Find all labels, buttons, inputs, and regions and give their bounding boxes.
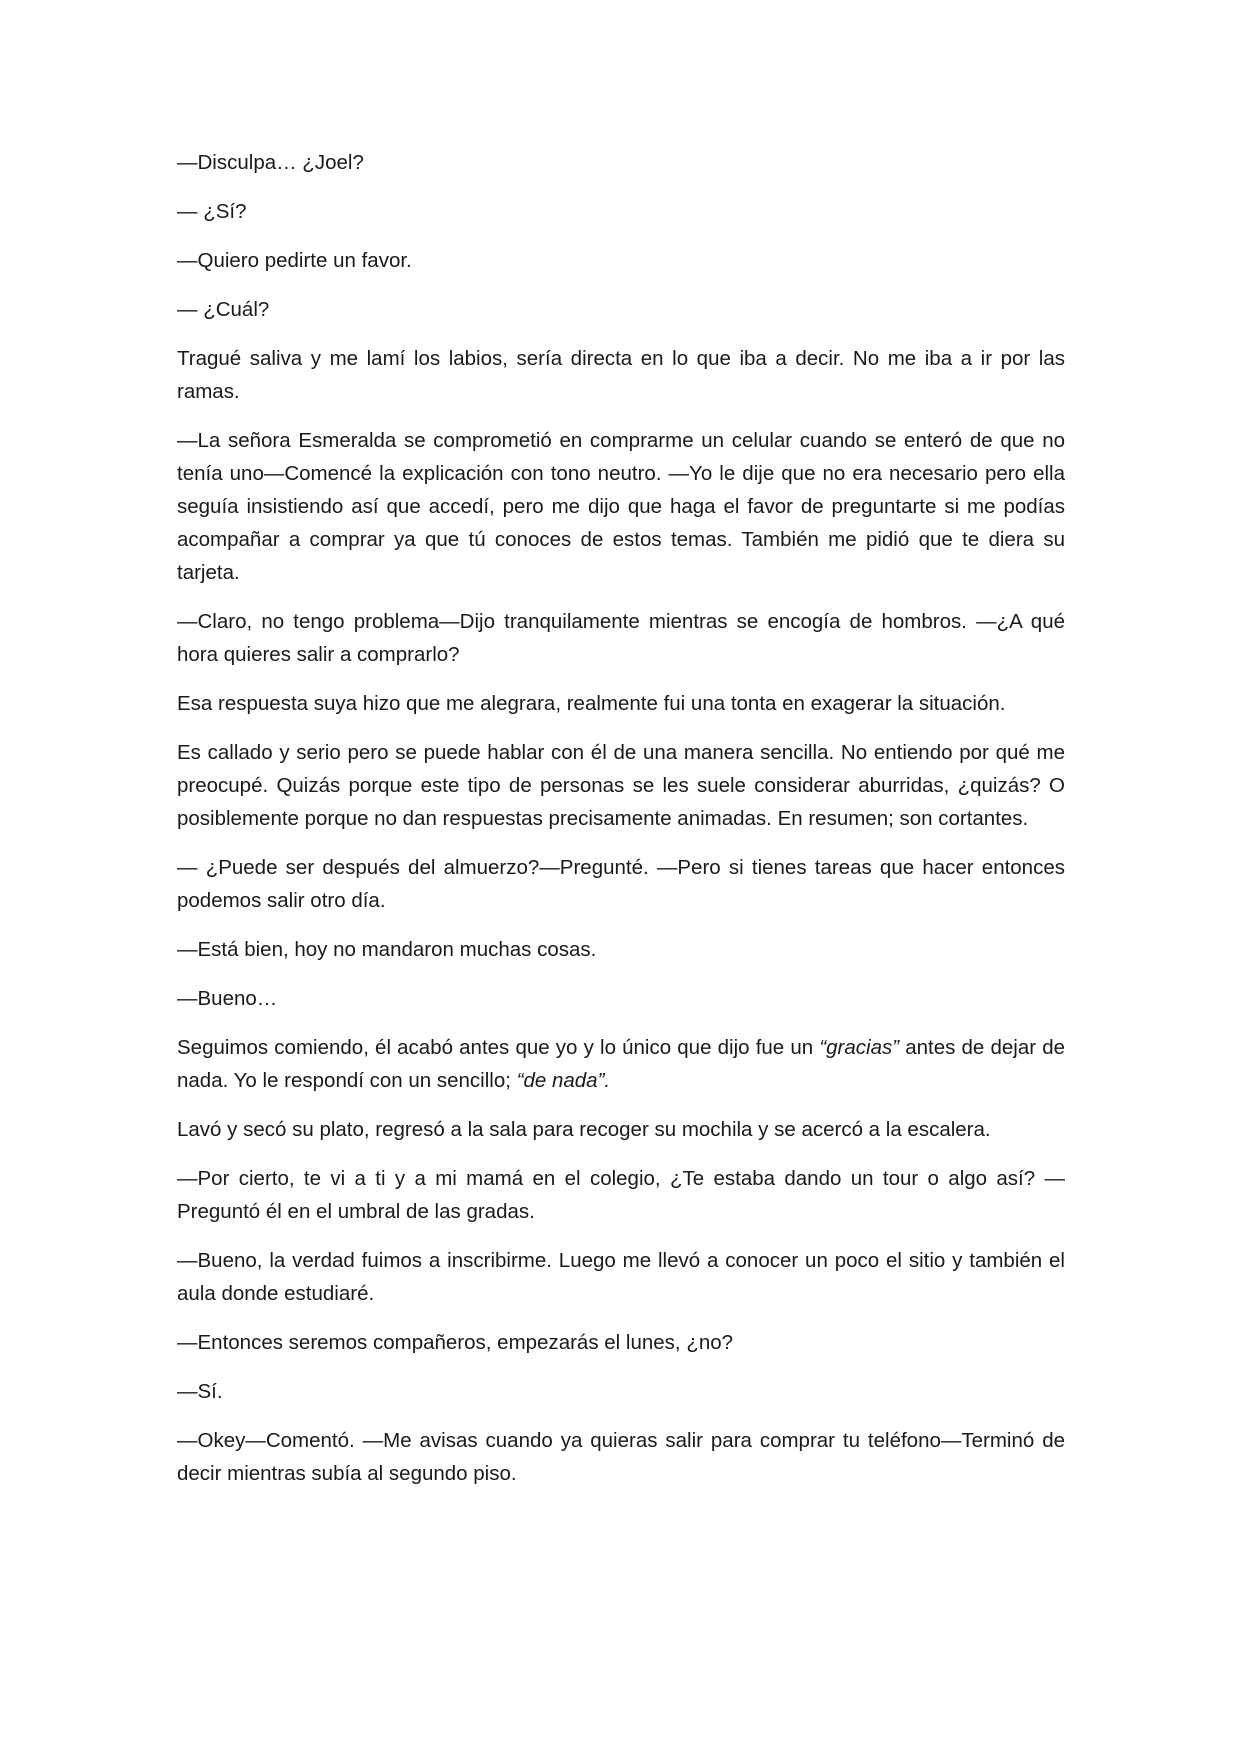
- paragraph: — ¿Cuál?: [177, 298, 270, 321]
- paragraph: —Por cierto, te vi a ti y a mi mamá en el colegio, ¿Te estaba dando un tour o algo así? —Preguntó él en el umbral de las gradas.: [177, 1167, 1065, 1223]
- paragraph: —Disculpa… ¿Joel?: [177, 151, 364, 174]
- paragraph: —Sí.: [177, 1380, 223, 1403]
- document-body: [177, 146, 1065, 1506]
- paragraph: —Bueno…: [177, 987, 278, 1010]
- italic-text: “de nada”.: [516, 1069, 611, 1092]
- paragraph: [177, 1031, 1065, 1097]
- paragraph: —Quiero pedirte un favor.: [177, 249, 412, 272]
- paragraph-text: Seguimos comiendo, él acabó antes que yo y lo único que dijo fue un: [177, 1036, 820, 1059]
- paragraph: —Bueno, la verdad fuimos a inscribirme. Luego me llevó a conocer un poco el sitio y también el aula donde estudiaré.: [177, 1249, 1065, 1305]
- paragraph: Lavó y secó su plato, regresó a la sala para recoger su mochila y se acercó a la escalera.: [177, 1118, 991, 1141]
- paragraph: — ¿Puede ser después del almuerzo?—Pregunté. —Pero si tienes tareas que hacer entonces podemos salir otro día.: [177, 856, 1065, 912]
- paragraph: Esa respuesta suya hizo que me alegrara, realmente fui una tonta en exagerar la situación.: [177, 692, 1006, 715]
- paragraph: —Está bien, hoy no mandaron muchas cosas.: [177, 938, 597, 961]
- paragraph: Tragué saliva y me lamí los labios, sería directa en lo que iba a decir. No me iba a ir por las ramas.: [177, 347, 1065, 403]
- paragraph: Es callado y serio pero se puede hablar con él de una manera sencilla. No entiendo por qué me preocupé. Quizás porque este tipo de personas se les suele considerar aburridas, ¿quizás? O posiblemente porque no dan respuestas precisamente animadas. En resumen; son cortantes.: [177, 741, 1065, 830]
- paragraph: —Claro, no tengo problema—Dijo tranquilamente mientras se encogía de hombros. —¿A qué hora quieres salir a comprarlo?: [177, 610, 1065, 666]
- italic-text: “gracias”: [819, 1036, 900, 1059]
- paragraph: — ¿Sí?: [177, 200, 247, 223]
- paragraph: —La señora Esmeralda se comprometió en comprarme un celular cuando se enteró de que no tenía uno—Comencé la explicación con tono neutro. —Yo le dije que no era necesario pero ella seguía insistiendo así que accedí, pero me dijo que haga el favor de preguntarte si me podías acompañar a comprar ya que tú conoces de estos temas. También me pidió que te diera su tarjeta.: [177, 429, 1065, 584]
- paragraph: —Entonces seremos compañeros, empezarás el lunes, ¿no?: [177, 1331, 734, 1354]
- paragraph-text: antes de dejar de nada. Yo le respondí con un sencillo;: [177, 1036, 1066, 1092]
- paragraph: —Okey—Comentó. —Me avisas cuando ya quieras salir para comprar tu teléfono—Terminó de decir mientras subía al segundo piso.: [177, 1429, 1065, 1485]
